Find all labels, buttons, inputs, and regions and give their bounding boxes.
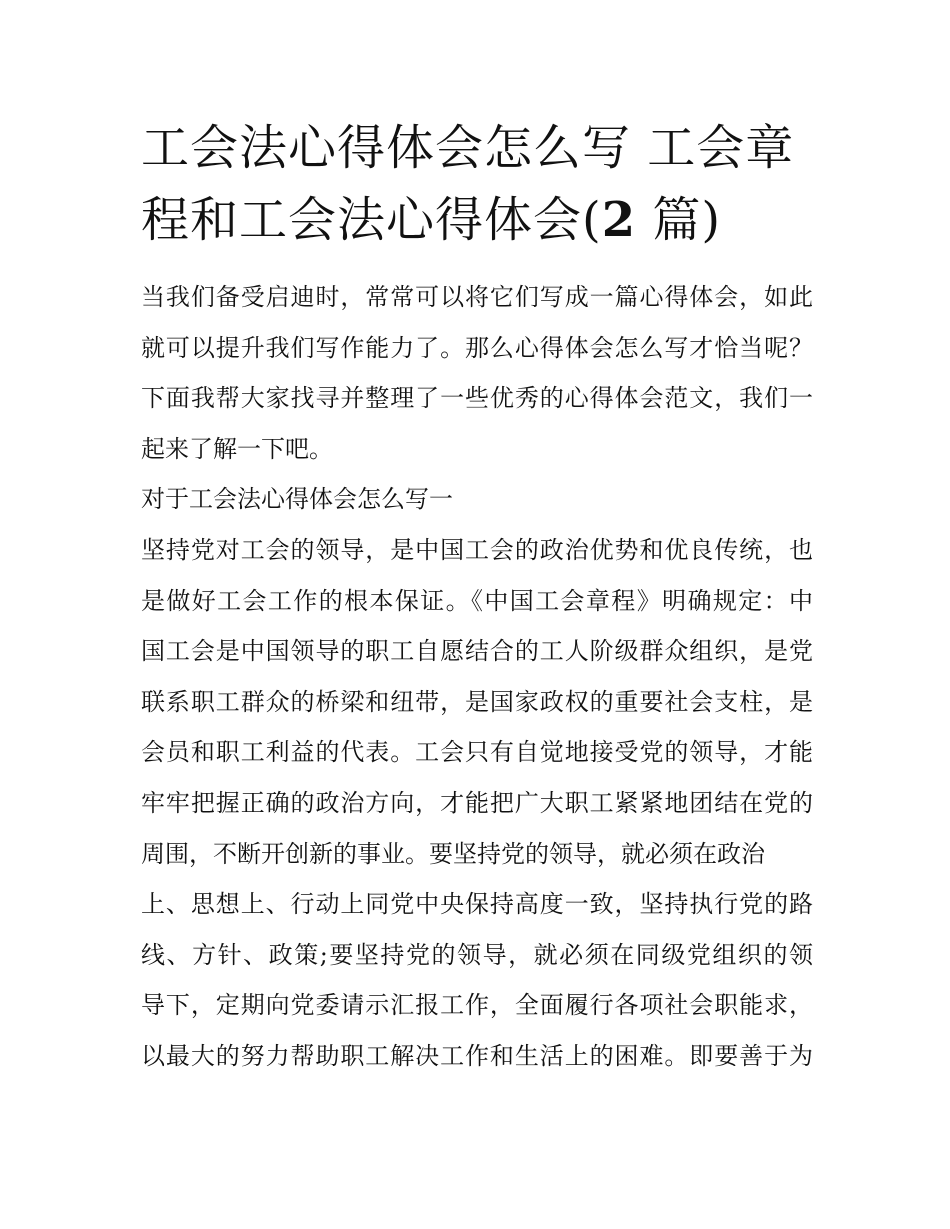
body-line: 线、方针、政策;要坚持党的领导，就必须在同级党组织的领 [141, 940, 813, 969]
section-heading: 对于工会法心得体会怎么写一 [141, 485, 453, 514]
body-line: 周围，不断开创新的事业。要坚持党的领导，就必须在政治 [141, 839, 765, 868]
document-content [141, 112, 813, 1082]
body-line: 导下，定期向党委请示汇报工作，全面履行各项社会职能求， [141, 991, 813, 1020]
body-line: 牢牢把握正确的政治方向，才能把广大职工紧紧地团结在党的 [141, 788, 813, 817]
body-line: 上、思想上、行动上同党中央保持高度一致，坚持执行党的路 [141, 890, 813, 919]
title-line-1: 工会法心得体会怎么写 工会章 [141, 120, 795, 176]
document-body [141, 272, 813, 1082]
body-line: 坚持党对工会的领导，是中国工会的政治优势和优良传统，也 [141, 535, 813, 564]
body-line: 以最大的努力帮助职工解决工作和生活上的困难。即要善于为 [141, 1041, 813, 1070]
body-line: 是做好工会工作的根本保证。《中国工会章程》明确规定：中 [141, 586, 813, 615]
title-line-2: 程和工会法心得体会(2 篇) [141, 192, 722, 248]
body-line: 下面我帮大家找寻并整理了一些优秀的心得体会范文，我们一 [141, 384, 813, 413]
body-line: 当我们备受启迪时，常常可以将它们写成一篇心得体会，如此 [141, 283, 813, 311]
document-title [141, 112, 813, 256]
title-number: 2 [601, 192, 637, 248]
body-line: 会员和职工利益的代表。工会只有自觉地接受党的领导，才能 [141, 738, 813, 767]
body-line: 就可以提升我们写作能力了。那么心得体会怎么写才恰当呢？ [141, 333, 813, 362]
body-line: 联系职工群众的桥梁和纽带，是国家政权的重要社会支柱，是 [141, 687, 813, 716]
body-line: 国工会是中国领导的职工自愿结合的工人阶级群众组织，是党 [141, 637, 813, 666]
body-line: 起来了解一下吧。 [141, 434, 333, 463]
